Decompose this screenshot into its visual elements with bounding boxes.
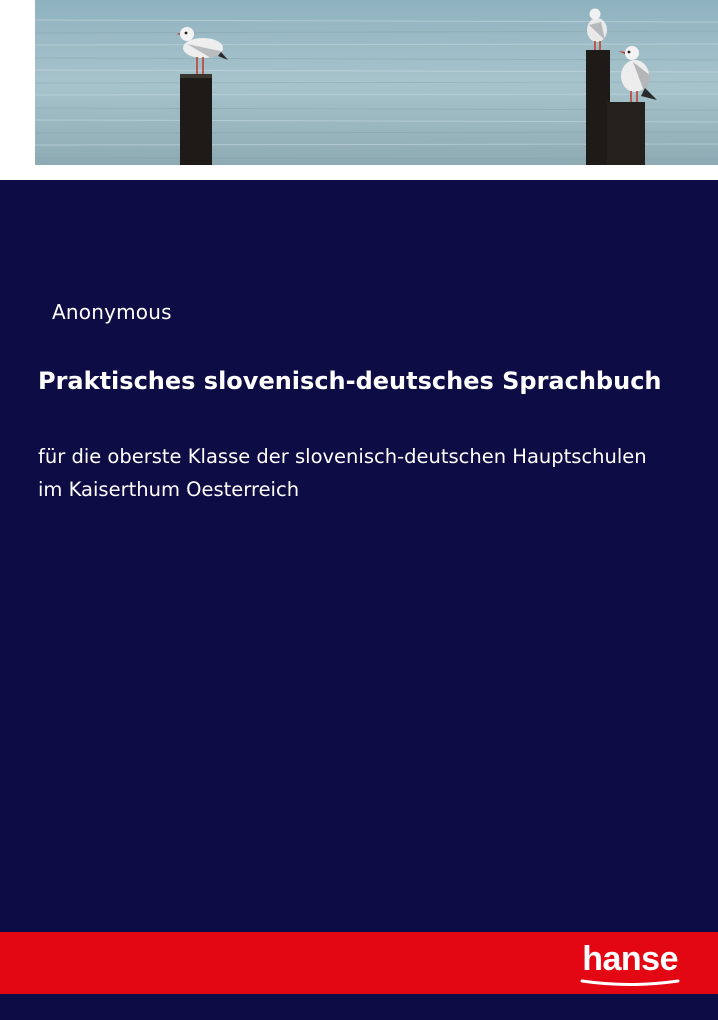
cover-top-band — [0, 0, 718, 180]
publisher-logo: hanse — [582, 940, 678, 978]
left-post — [180, 74, 212, 165]
publisher-logo-swoosh — [580, 978, 680, 988]
cover-main-panel — [0, 180, 718, 932]
right-post-short — [607, 102, 645, 165]
subtitle-line-2: im Kaiserthum Oesterreich — [38, 478, 300, 501]
subtitle-line-1: für die oberste Klasse der slovenisch-deutschen Hauptschulen — [38, 445, 647, 468]
cover-bottom-band — [0, 994, 718, 1020]
book-subtitle — [38, 440, 708, 506]
right-post-tall — [586, 50, 610, 165]
author-name: Anonymous — [52, 300, 172, 324]
book-title: Praktisches slovenisch-deutsches Sprachbuch — [38, 367, 662, 395]
cover-photo — [35, 0, 718, 165]
